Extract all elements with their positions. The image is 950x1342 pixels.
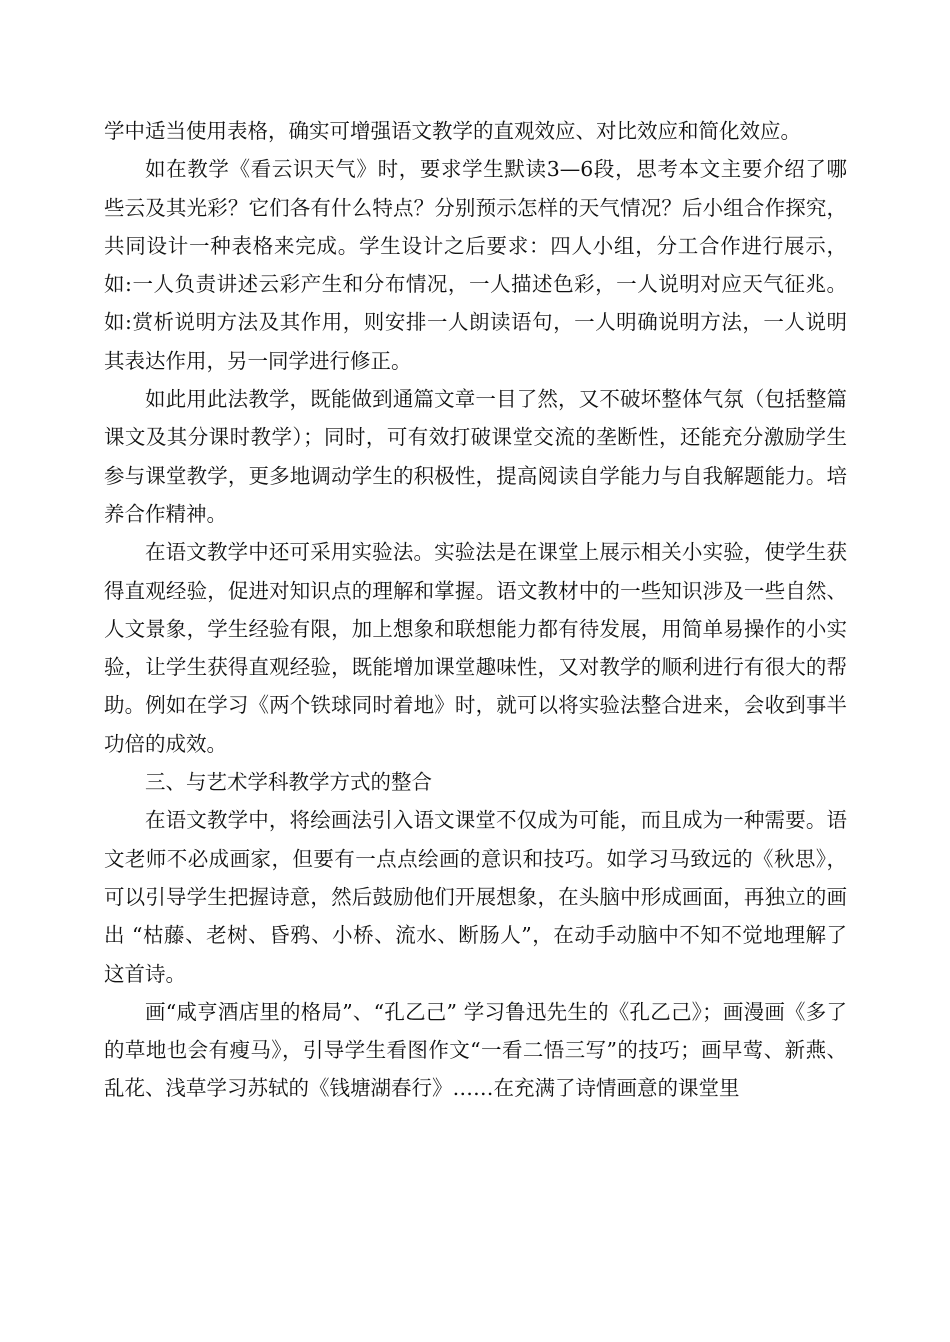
paragraph-4: 在语文教学中还可采用实验法。实验法是在课堂上展示相关小实验，使学生获得直观经验，促进对知识点的理解和掌握。语文教材中的一些知识涉及一些自然、人文景象，学生经验有限，加上想象和联想能力都有待发展，用简单易操作的小实验，让学生获得直观经验，既能增加课堂趣味性，又对教学的顺利进行有很大的帮助。例如在学习《两个铁球同时着地》时，就可以将实验法整合进来，会收到事半功倍的成效。 (104, 540, 847, 756)
document-page (104, 112, 847, 1108)
paragraph-1: 学中适当使用表格，确实可增强语文教学的直观效应、对比效应和简化效应。 (104, 119, 801, 143)
section-heading: 三、与艺术学科教学方式的整合 (145, 770, 432, 795)
paragraph-6: 画“咸亨酒店里的格局”、“孔乙己” 学习鲁迅先生的《孔乙己》；画漫画《多了的草地也会有瘦马》，引导学生看图作文“一看二悟三写”的技巧；画早莺、新燕、乱花、浅草学习苏轼的《钱塘湖春行》……在充满了诗情画意的课堂里 (104, 999, 847, 1101)
paragraph-3: 如此用此法教学，既能做到通篇文章一目了然，又不破坏整体气氛（包括整篇课文及其分课时教学）；同时，可有效打破课堂交流的垄断性，还能充分激励学生参与课堂教学，更多地调动学生的积极性，提高阅读自学能力与自我解题能力。培养合作精神。 (104, 387, 847, 526)
paragraph-2: 如在教学《看云识天气》时，要求学生默读3—6段，思考本文主要介绍了哪些云及其光彩？它们各有什么特点？分别预示怎样的天气情况？后小组合作探究，共同设计一种表格来完成。学生设计之后要求：四人小组，分工合作进行展示，如:一人负责讲述云彩产生和分布情况，一人描述色彩，一人说明对应天气征兆。如:赏析说明方法及其作用，则安排一人朗读语句，一人明确说明方法，一人说明其表达作用，另一同学进行修正。 (104, 157, 847, 373)
paragraph-5: 在语文教学中，将绘画法引入语文课堂不仅成为可能，而且成为一种需要。语文老师不必成画家，但要有一点点绘画的意识和技巧。如学习马致远的《秋思》，可以引导学生把握诗意，然后鼓励他们开展想象，在头脑中形成画面，再独立的画出 “枯藤、老树、昏鸦、小桥、流水、断肠人”，在动手动脑中不知不觉地理解了这首诗。 (104, 808, 847, 986)
